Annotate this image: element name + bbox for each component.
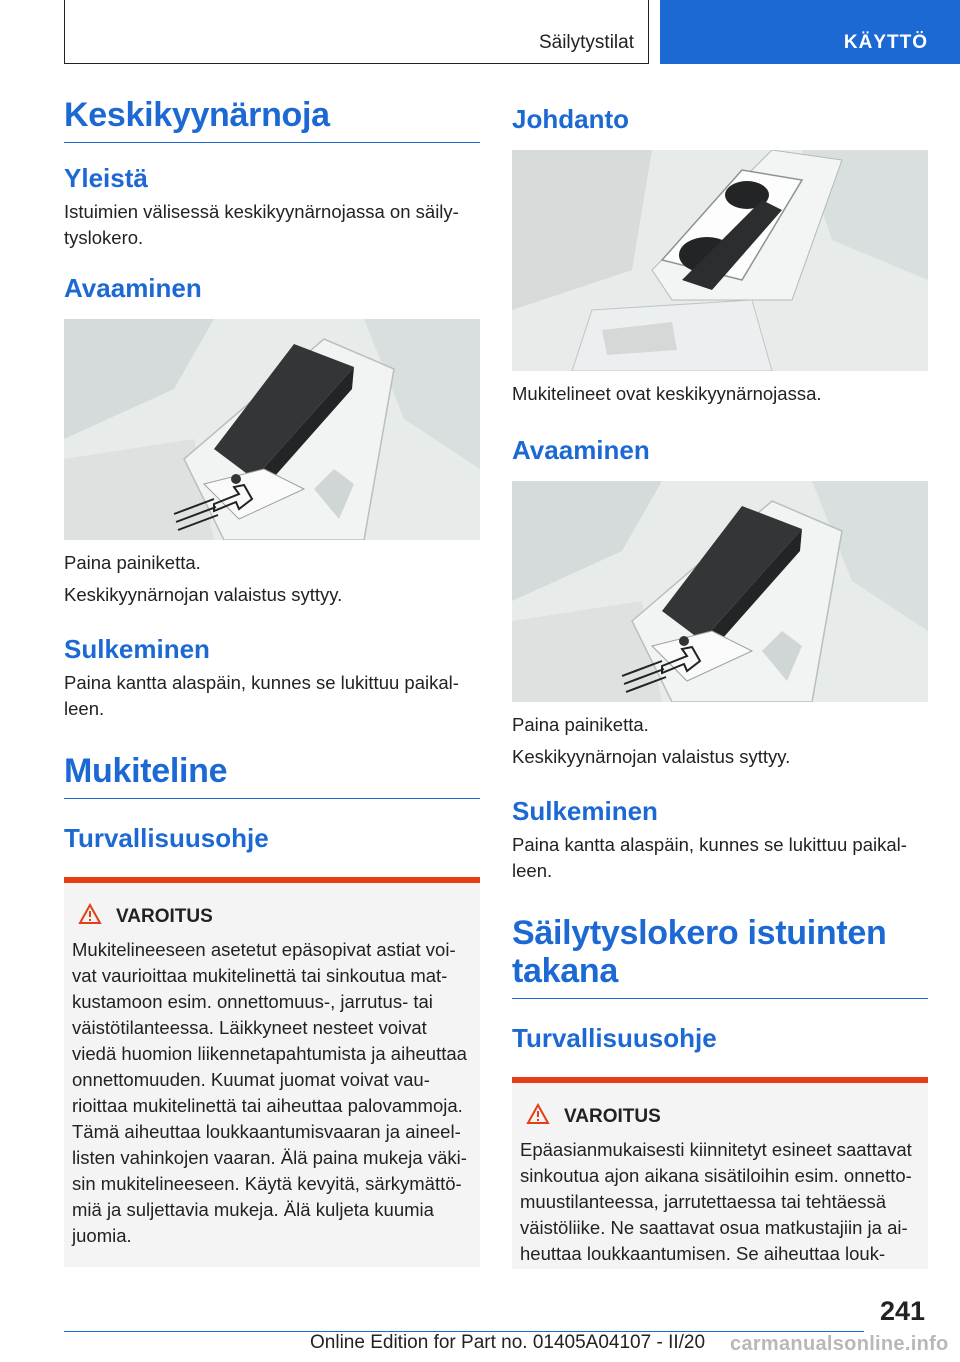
warning-text: Mukitelineeseen asetetut epäsopivat astiat voivat vaurioittaa mukitelinettä tai sinkoutua matkustamoon esim. onnettomuus-, jarrutus- tai väistötilanteessa. Läikkyneet nesteet voivat viedä huomion liikennetapahtumista ja aiheuttaa onnettomuuden. Kuumat juomat voivat vaurioittaa mukitelinettä tai aiheuttaa palovammoja. Tämä aiheuttaa loukkaantumisvaaran ja aineellisten vahinkojen vaaran. Älä paina mukeja väkisin mukitelineeseen. Käytä kevyitä, särkymättömiä ja suljettavia mukeja. Älä kuljeta kuumia juomia.: [72, 939, 467, 1246]
heading-armrest: Keskikyynärnoja: [64, 96, 480, 143]
armrest-button-illustration: [64, 319, 480, 540]
opening-step-2-right: Keskikyynärnojan valaistus syttyy.: [512, 746, 791, 767]
page-number: 241: [880, 1296, 926, 1326]
opening-step-1: Paina painiketta.: [64, 552, 201, 573]
opening-step-2: Keskikyynärnojan valaistus syttyy.: [64, 584, 343, 605]
warning-box-storage: [512, 1077, 928, 1269]
warning-box-cupholder: [64, 877, 480, 1267]
header-chapter-label: KÄYTTÖ: [843, 32, 928, 53]
left-column: [64, 96, 480, 1267]
closing-text-right: Paina kantta alaspäin, kunnes se lukittuu paikalleen.: [512, 834, 907, 881]
general-text: Istuimien välisessä keskikyynärnojassa on säilytyslokero.: [64, 201, 459, 248]
warning-label: VAROITUS: [116, 906, 213, 927]
closing-text: Paina kantta alaspäin, kunnes se lukittuu paikalleen.: [64, 672, 459, 719]
opening-step-1-right: Paina painiketta.: [512, 714, 649, 735]
header-chapter-tab: [660, 0, 960, 64]
heading-closing-right: Sulkeminen: [512, 796, 658, 826]
header-section-box: [64, 0, 649, 64]
cupholder-illustration: [512, 150, 928, 371]
warning-triangle-icon: [78, 903, 102, 931]
warning-triangle-icon: [526, 1103, 550, 1131]
heading-safety-right: Turvallisuusohje: [512, 1023, 717, 1053]
warning-header-right: [526, 1103, 920, 1131]
header-section-title: Säilytystilat: [538, 32, 634, 53]
heading-intro: Johdanto: [512, 104, 629, 134]
heading-opening: Avaaminen: [64, 273, 202, 303]
right-column: [512, 96, 928, 1269]
footer-edition: Online Edition for Part no. 01405A04107 - II/20: [310, 1332, 706, 1353]
armrest-button-illustration-right: [512, 481, 928, 702]
warning-header: [78, 903, 472, 931]
heading-safety-left: Turvallisuusohje: [64, 823, 269, 853]
intro-caption: Mukitelineet ovat keskikyynärnojassa.: [512, 383, 822, 404]
heading-storage-behind-seats: Säilytyslokero istuinten takana: [512, 914, 928, 999]
heading-general: Yleistä: [64, 163, 148, 193]
heading-closing: Sulkeminen: [64, 634, 210, 664]
heading-opening-right: Avaaminen: [512, 435, 650, 465]
warning-text-right: Epäasianmukaisesti kiinnitetyt esineet saattavat sinkoutua ajon aikana sisätiloihin esim. onnettomuustilanteessa, jarrutettaessa tai tehtäessä väistöliike. Ne saattavat osua matkustajiin ja aiheuttaa loukkaantumisen. Se aiheuttaa louk-: [520, 1139, 912, 1264]
heading-cupholder: Mukiteline: [64, 752, 480, 799]
footer-watermark: carmanualsonline.info: [730, 1333, 949, 1355]
warning-label-right: VAROITUS: [564, 1106, 661, 1127]
